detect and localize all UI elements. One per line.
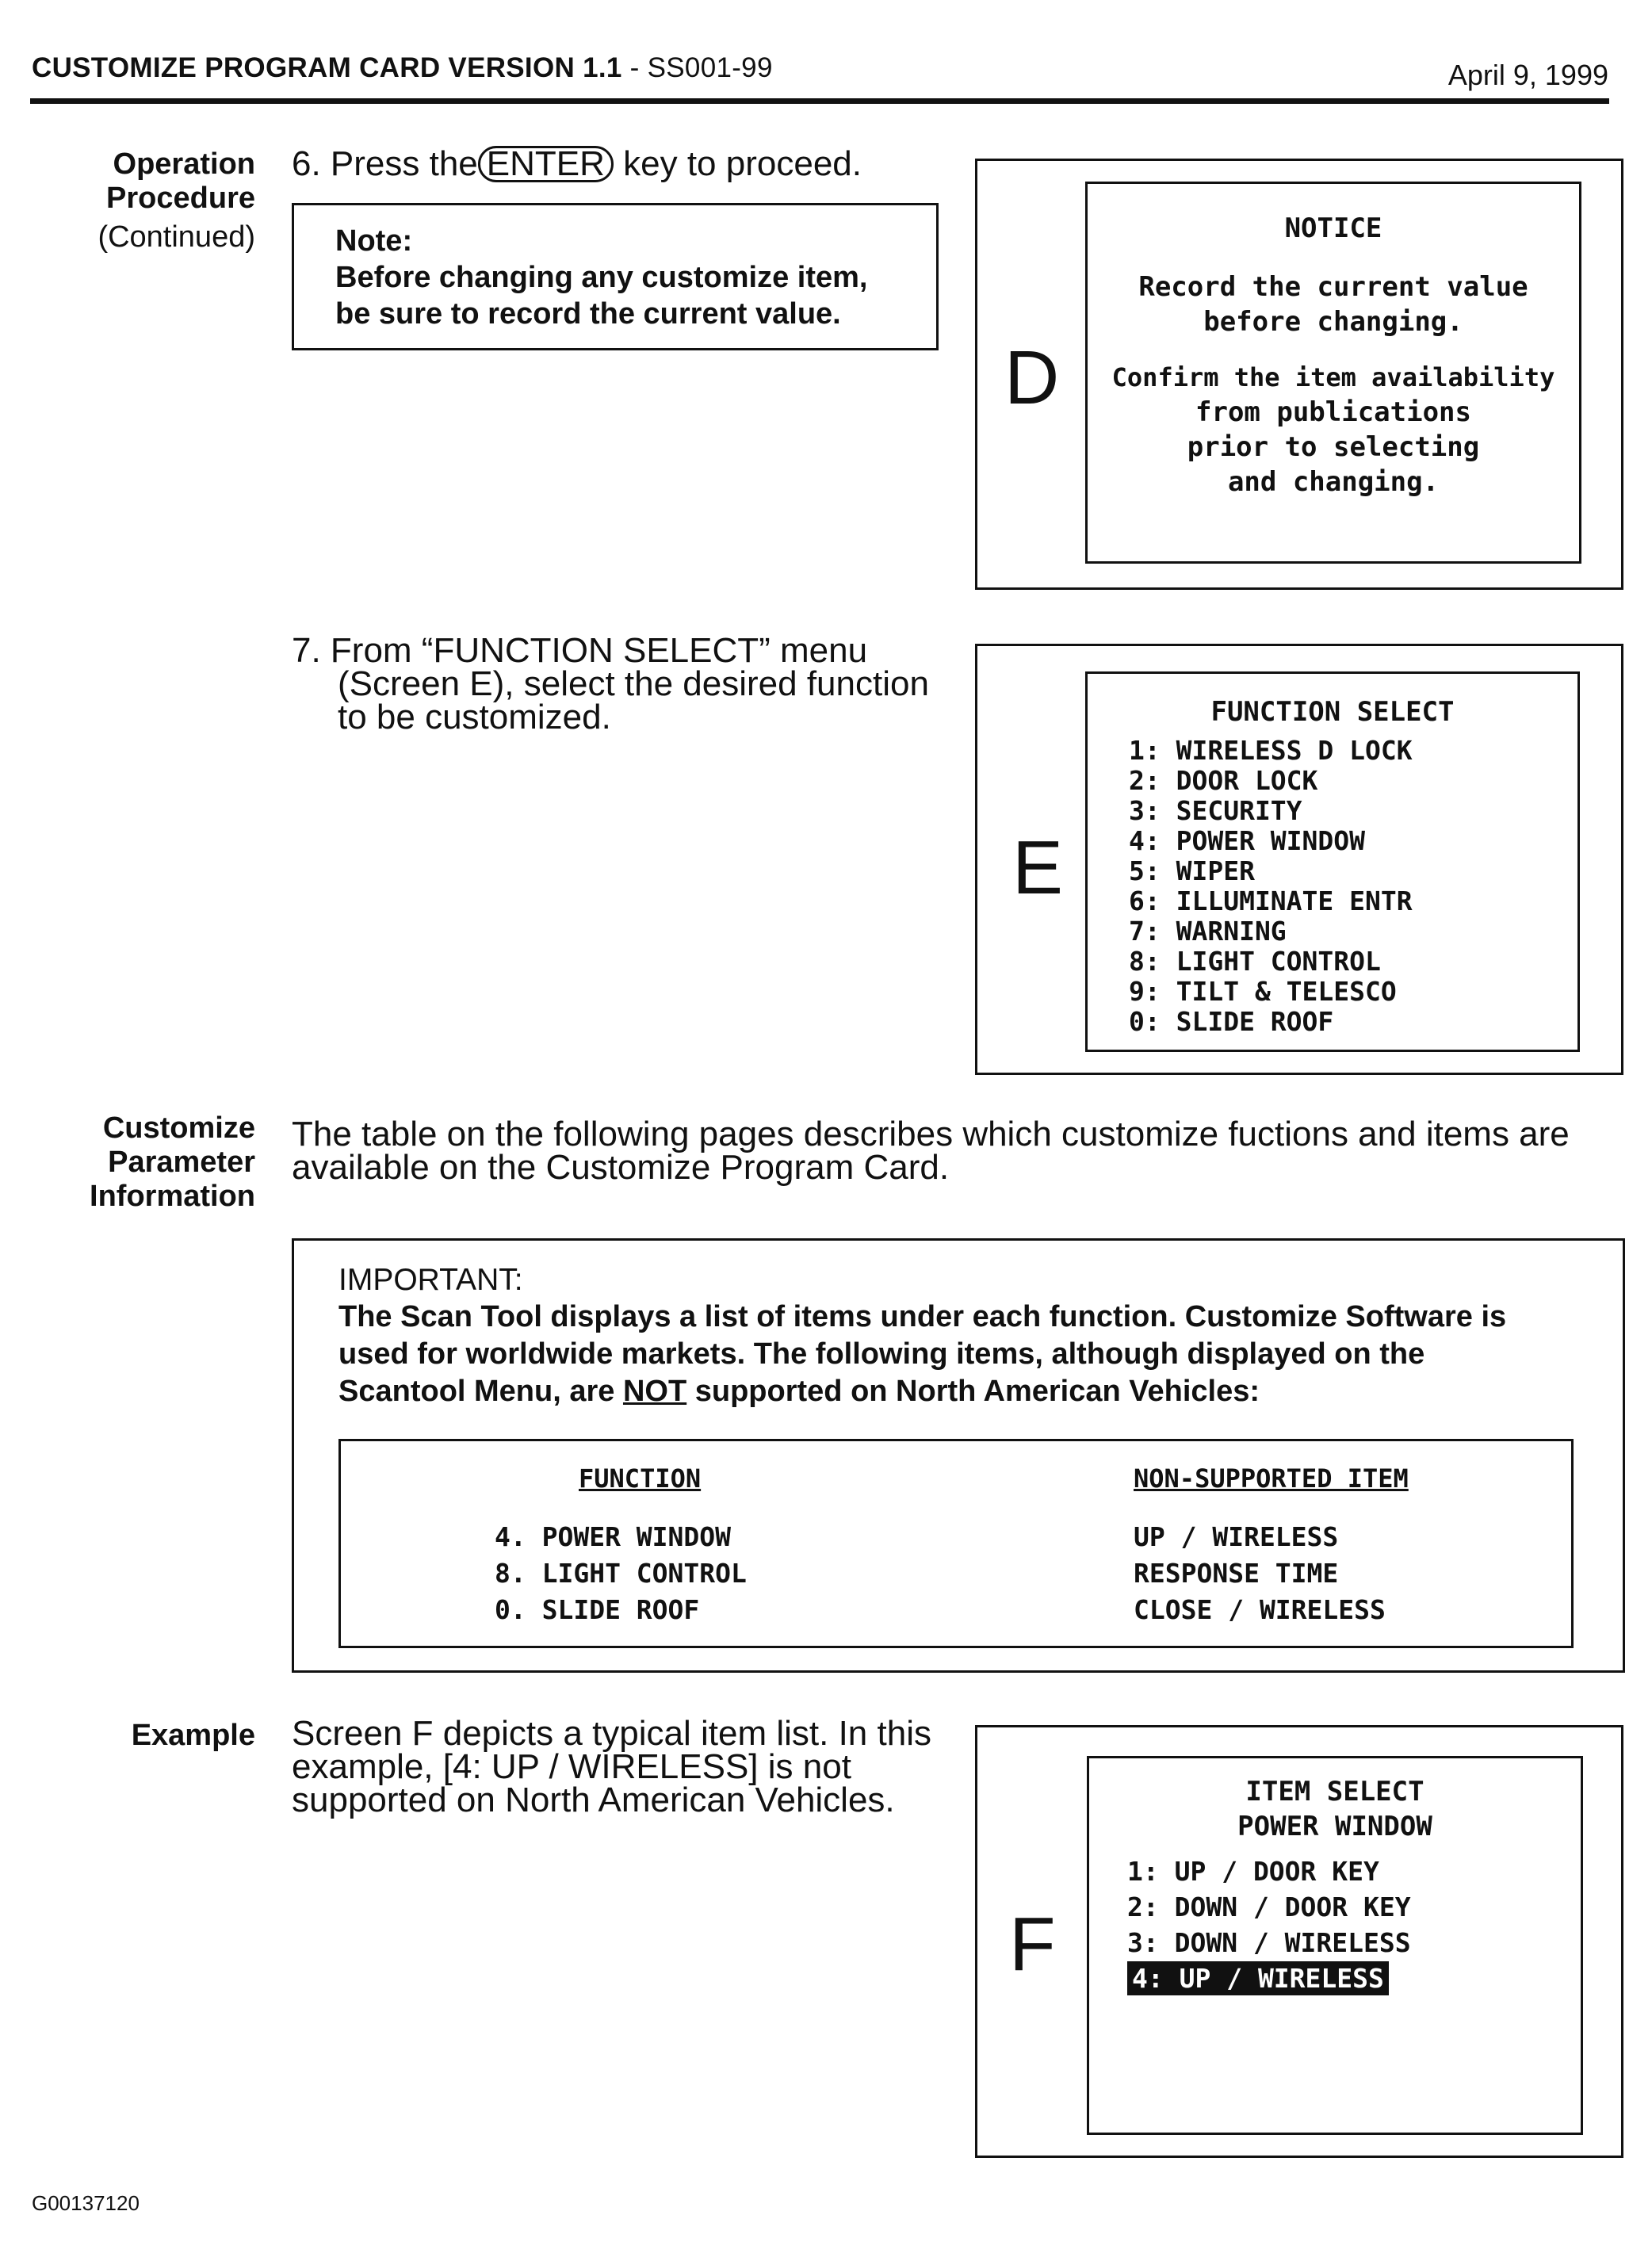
description-line: available on the Customize Program Card. <box>292 1148 950 1187</box>
screen-e-list <box>1088 728 1577 1037</box>
label-line: Procedure <box>106 182 255 215</box>
screen-f-letter: F <box>1009 1902 1056 1987</box>
title-main: CUSTOMIZE PROGRAM CARD VERSION 1.1 <box>32 52 622 83</box>
table-header-item: NON-SUPPORTED ITEM <box>1134 1463 1409 1494</box>
screen-e-item: 0: SLIDE ROOF <box>1129 1006 1334 1037</box>
screen-d-line: Confirm the item availability <box>1111 362 1555 392</box>
important-title: IMPORTANT: <box>338 1263 523 1297</box>
screen-f-item-selected: 4: UP / WIRELESS <box>1127 1961 1389 1995</box>
screen-f-titles <box>1089 1758 1581 1844</box>
screen-d-display <box>1085 182 1581 564</box>
unsupported-items-table <box>338 1439 1574 1648</box>
screen-e-item: 4: POWER WINDOW <box>1129 825 1366 856</box>
screen-e-item: 3: SECURITY <box>1129 795 1302 826</box>
screen-d-title: NOTICE <box>1284 212 1382 244</box>
note-box <box>292 203 939 350</box>
screen-f-item: 2: DOWN / DOOR KEY <box>1127 1892 1411 1922</box>
screen-e-item: 1: WIRELESS D LOCK <box>1129 735 1413 766</box>
important-line <box>338 1373 1623 1410</box>
screen-d-line: and changing. <box>1227 466 1440 498</box>
label-line: (Continued) <box>98 220 255 254</box>
example-line: example, [4: UP / WIRELESS] is not <box>292 1747 851 1786</box>
screen-e-display <box>1085 671 1580 1052</box>
screen-e-item: 7: WARNING <box>1129 916 1287 947</box>
screen-f-title: ITEM SELECT <box>1245 1776 1424 1808</box>
important-line: used for worldwide markets. The following items, although displayed on the <box>338 1337 1425 1371</box>
document-title <box>32 52 773 84</box>
table-cell: 4. POWER WINDOW <box>495 1521 732 1552</box>
screen-e-item: 5: WIPER <box>1129 855 1255 886</box>
screen-e-item: 9: TILT & TELESCO <box>1129 976 1397 1007</box>
table-cell: 0. SLIDE ROOF <box>495 1594 700 1625</box>
document-date: April 9, 1999 <box>1447 59 1608 91</box>
table-col-item <box>1134 1519 1386 1628</box>
label-line: Information <box>90 1180 255 1213</box>
screen-e-title: FUNCTION SELECT <box>1210 696 1455 728</box>
note-line: be sure to record the current value. <box>335 297 841 331</box>
enter-key-icon: ENTER <box>478 146 614 182</box>
table-cell: 8. LIGHT CONTROL <box>495 1558 747 1589</box>
title-code: - SS001-99 <box>621 52 773 83</box>
important-text <box>294 1241 1623 1410</box>
important-line-part: Scantool Menu, are <box>338 1375 623 1408</box>
screen-d-line: Record the current value <box>1138 271 1528 303</box>
header-rule <box>30 98 1609 104</box>
note-line: Before changing any customize item, <box>335 261 868 294</box>
screen-d-line: prior to selecting <box>1187 431 1480 463</box>
screen-f-item: 3: DOWN / WIRELESS <box>1127 1927 1411 1958</box>
figure-code: G00137120 <box>32 2191 140 2215</box>
table-cell: CLOSE / WIRELESS <box>1134 1594 1386 1625</box>
screen-d-letter: D <box>1004 335 1060 420</box>
not-emphasis: NOT <box>622 1375 687 1408</box>
screen-e-letter: E <box>1012 825 1064 910</box>
step-7-line: 7. From “FUNCTION SELECT” menu <box>292 631 868 670</box>
screen-f-subtitle: POWER WINDOW <box>1237 1811 1432 1842</box>
step-6 <box>292 146 862 182</box>
step-7-line: (Screen E), select the desired function <box>338 664 929 703</box>
label-line: Operation <box>113 147 255 181</box>
label-line: Parameter <box>108 1146 255 1179</box>
label-line: Example <box>131 1719 255 1752</box>
example-description <box>292 1714 931 1819</box>
description-line: The table on the following pages describes which customize fuctions and items are <box>292 1115 1570 1153</box>
label-line: Customize <box>102 1111 255 1145</box>
important-box <box>292 1238 1625 1673</box>
step-7-line: to be customized. <box>338 698 611 736</box>
section-label-example <box>32 1719 255 1753</box>
screen-d-panel <box>975 159 1623 590</box>
important-line: The Scan Tool displays a list of items under each function. Customize Software is <box>338 1300 1507 1333</box>
step-6-suffix: key to proceed. <box>623 144 862 183</box>
screen-f-item: 1: UP / DOOR KEY <box>1127 1856 1379 1887</box>
screen-f-display <box>1087 1756 1583 2135</box>
section-label-operation <box>32 147 255 254</box>
screen-f-list <box>1089 1844 1581 1996</box>
note-title: Note: <box>335 224 413 258</box>
table-header-function: FUNCTION <box>579 1463 702 1494</box>
table-cell: RESPONSE TIME <box>1134 1558 1339 1589</box>
screen-f-panel <box>975 1725 1623 2158</box>
example-line: Screen F depicts a typical item list. In this <box>292 1714 931 1753</box>
screen-d-line: before changing. <box>1203 306 1463 338</box>
important-line-part: supported on North American Vehicles: <box>686 1375 1260 1408</box>
section-label-customize <box>32 1111 255 1214</box>
step-7 <box>292 631 929 736</box>
screen-e-item: 8: LIGHT CONTROL <box>1129 946 1381 977</box>
screen-e-panel <box>975 644 1623 1075</box>
screen-e-item: 2: DOOR LOCK <box>1129 765 1318 796</box>
table-col-function <box>495 1519 747 1628</box>
table-cell: UP / WIRELESS <box>1134 1521 1339 1552</box>
customize-description <box>292 1115 1570 1187</box>
screen-e-item: 6: ILLUMINATE ENTR <box>1129 886 1413 916</box>
step-6-prefix: 6. Press the <box>292 144 478 183</box>
screen-d-line: from publications <box>1195 396 1471 428</box>
example-line: supported on North American Vehicles. <box>292 1781 895 1819</box>
